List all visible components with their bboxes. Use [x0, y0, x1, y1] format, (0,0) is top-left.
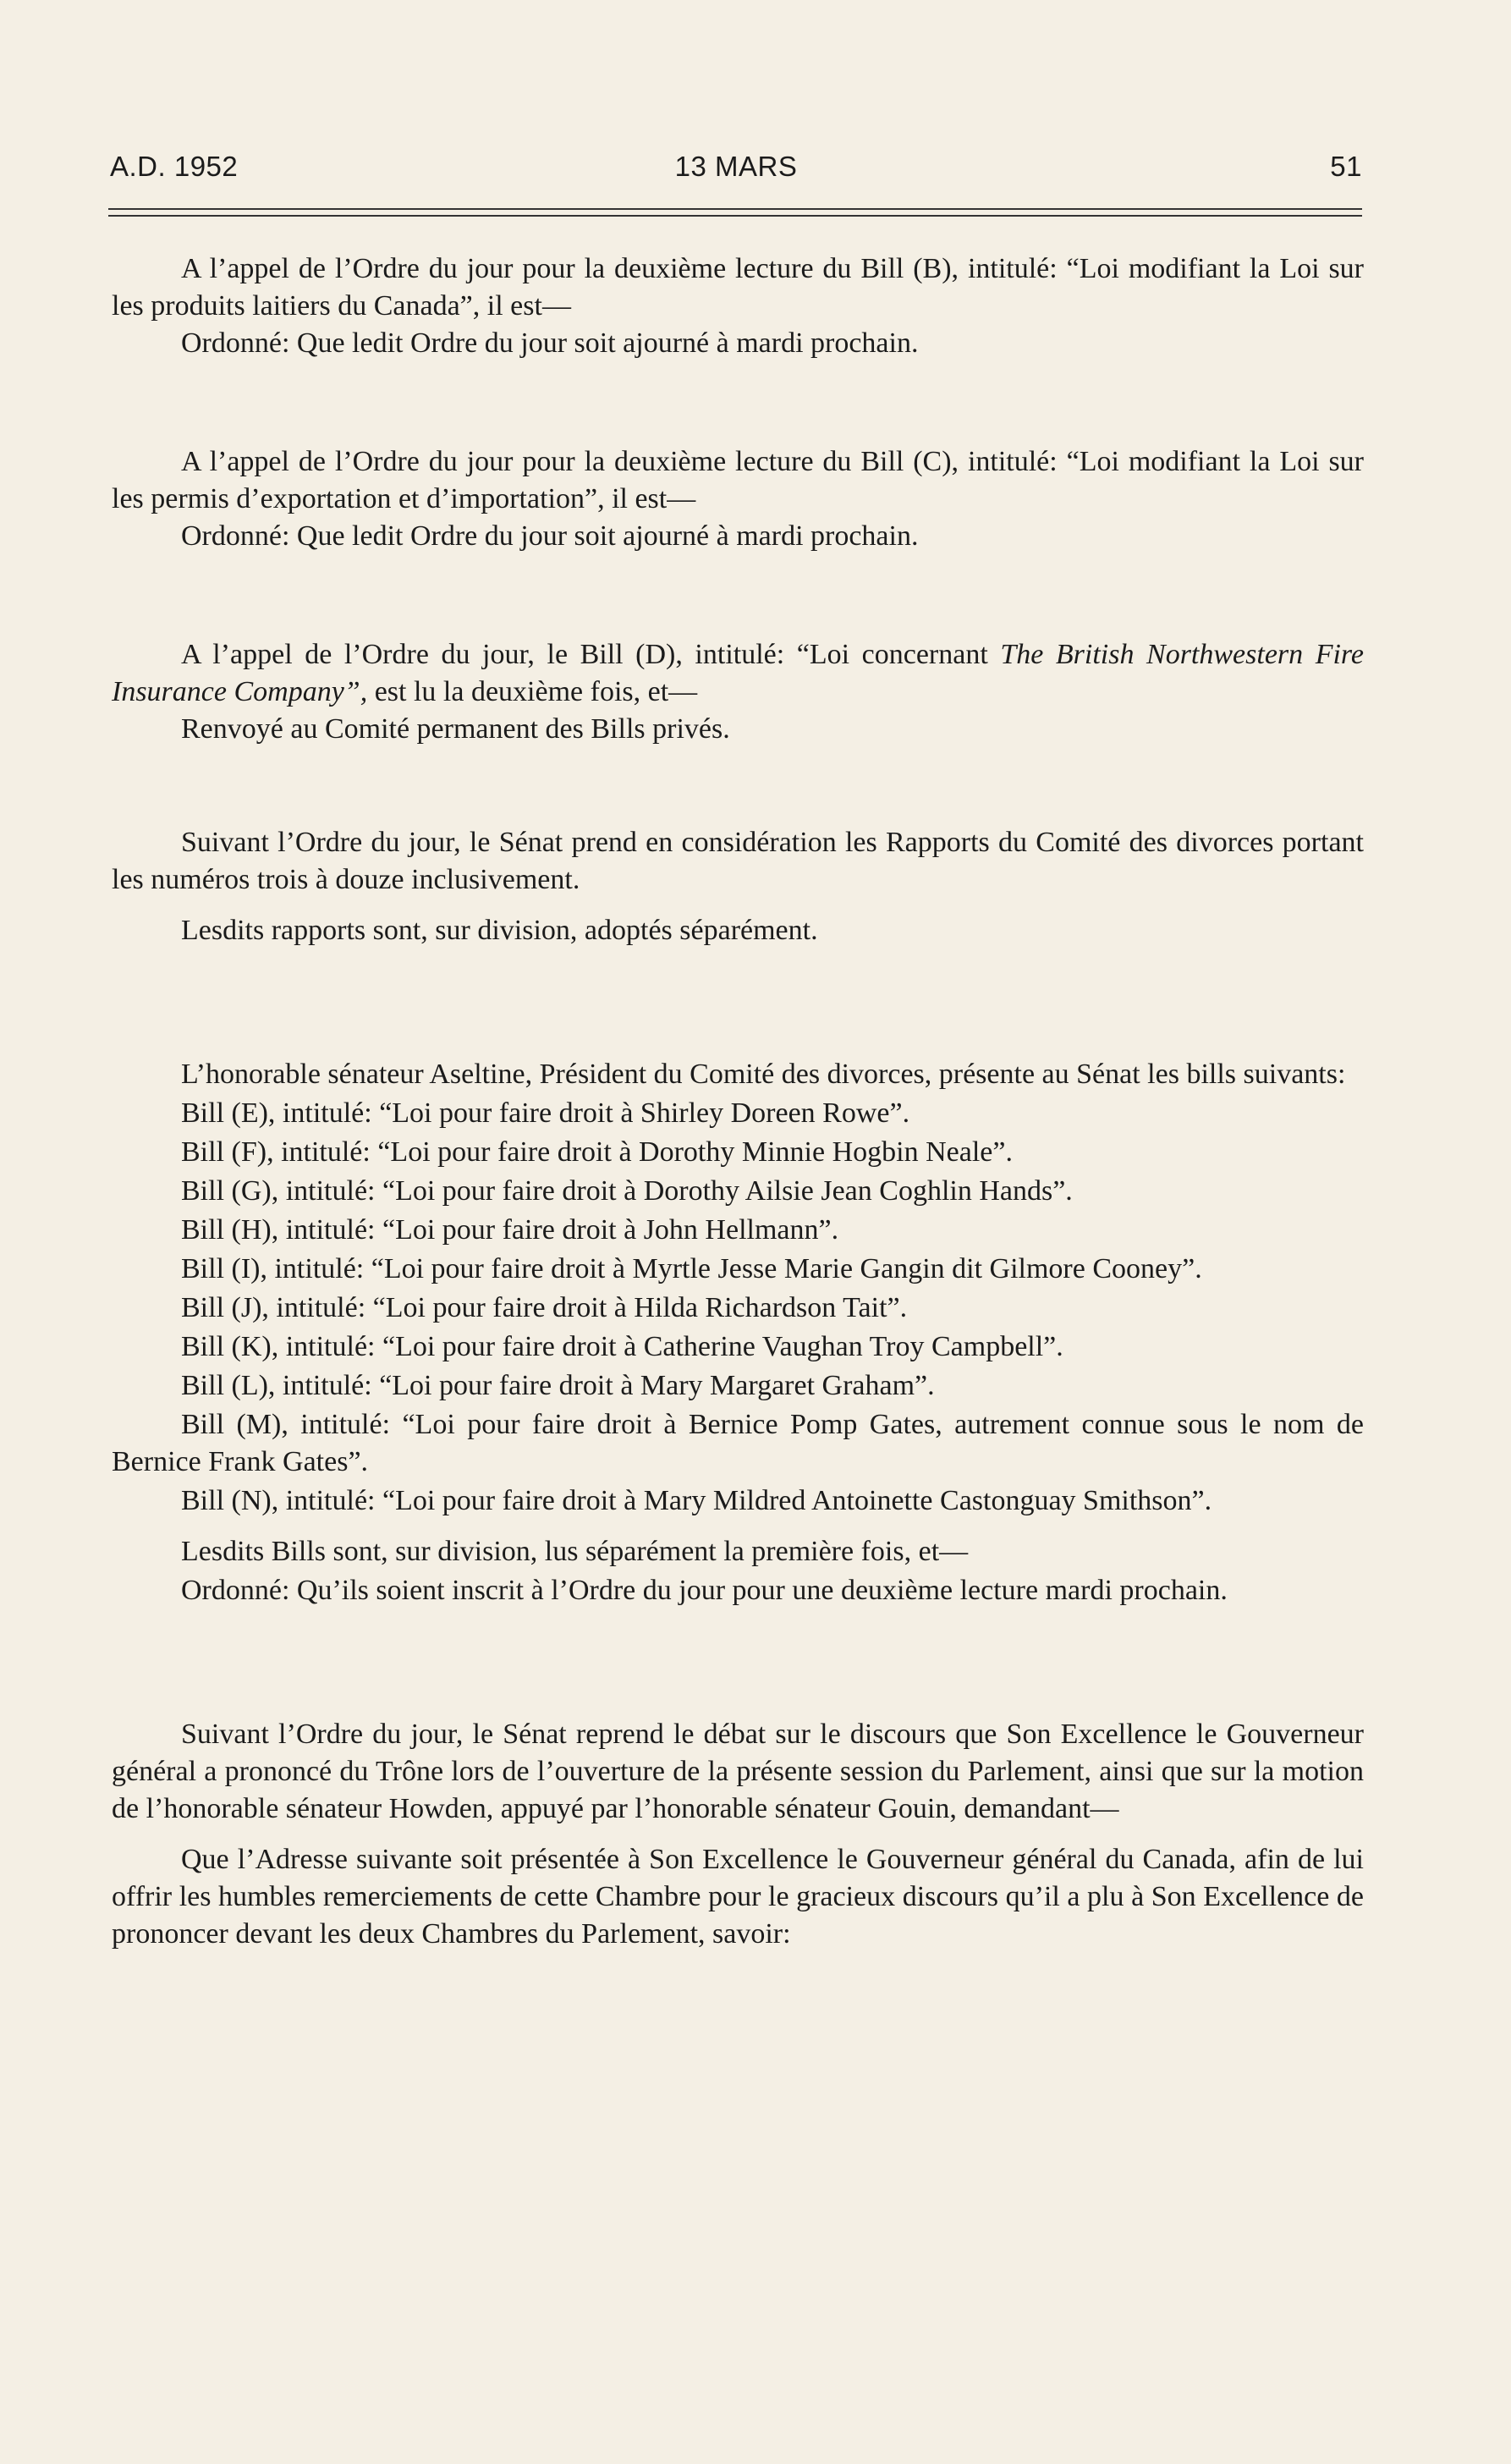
- paragraph: L’honorable sénateur Aseltine, Président du Comité des divorces, présente au Sénat les bills suivants:: [181, 1059, 1346, 1090]
- bill-item: Bill (I), intitulé: “Loi pour faire droit à Myrtle Jesse Marie Gangin dit Gilmore Cooney”.: [181, 1253, 1202, 1284]
- paragraph: Renvoyé au Comité permanent des Bills privés.: [181, 713, 730, 745]
- paragraph: Ordonné: Que ledit Ordre du jour soit ajourné à mardi prochain.: [181, 327, 919, 359]
- paragraph: Lesdits rapports sont, sur division, adoptés séparément.: [181, 915, 818, 946]
- paragraph: Que l’Adresse suivante soit présentée à Son Excellence le Gouverneur général du Canada, afin de lui offrir les humbles remerciements de cette Chambre pour le gracieux discours qu’il a plu à Son Excellence de prononcer devant les deux Chambres du Parlement, savoir:: [112, 1844, 1364, 1950]
- section-bill-b: [112, 250, 1364, 362]
- section-bill-d: [112, 636, 1364, 748]
- header-date: 13 MARS: [674, 151, 798, 182]
- paragraph: Ordonné: Qu’ils soient inscrit à l’Ordre du jour pour une deuxième lecture mardi prochain.: [181, 1575, 1228, 1606]
- bill-item: Bill (L), intitulé: “Loi pour faire droit à Mary Margaret Graham”.: [181, 1370, 935, 1401]
- paragraph: Lesdits Bills sont, sur division, lus séparément la première fois, et—: [181, 1536, 969, 1567]
- bill-d-intro: A l’appel de l’Ordre du jour, le Bill (D), intitulé: “Loi concernant: [181, 639, 1001, 670]
- header-rule-top: [108, 208, 1362, 210]
- bill-item: Bill (M), intitulé: “Loi pour faire droit à Bernice Pomp Gates, autrement connue sous le nom de Bernice Frank Gates”.: [112, 1409, 1364, 1477]
- bill-item: Bill (F), intitulé: “Loi pour faire droit à Dorothy Minnie Hogbin Neale”.: [181, 1136, 1013, 1168]
- company-name: The British Northwestern Fire Insurance Company”,: [112, 639, 1364, 707]
- bill-item: Bill (J), intitulé: “Loi pour faire droit à Hilda Richardson Tait”.: [181, 1292, 908, 1323]
- bill-d-outro: est lu la deuxième fois, et—: [367, 676, 698, 707]
- bill-item: Bill (E), intitulé: “Loi pour faire droit à Shirley Doreen Rowe”.: [181, 1097, 910, 1129]
- page-header: [110, 151, 1362, 190]
- bill-item: Bill (H), intitulé: “Loi pour faire droit à John Hellmann”.: [181, 1214, 839, 1246]
- bill-item: Bill (N), intitulé: “Loi pour faire droit à Mary Mildred Antoinette Castonguay Smithson”.: [181, 1485, 1212, 1516]
- section-address-debate: [112, 1716, 1364, 1953]
- section-bills-presented: [112, 1056, 1364, 1609]
- paragraph: Suivant l’Ordre du jour, le Sénat prend en considération les Rapports du Comité des divorces portant les numéros trois à douze inclusivement.: [112, 827, 1364, 895]
- bill-item: Bill (K), intitulé: “Loi pour faire droit à Catherine Vaughan Troy Campbell”.: [181, 1331, 1063, 1362]
- bill-item: Bill (G), intitulé: “Loi pour faire droit à Dorothy Ailsie Jean Coghlin Hands”.: [181, 1175, 1073, 1207]
- section-bill-c: [112, 443, 1364, 555]
- header-rule-bottom: [108, 215, 1362, 217]
- header-year: A.D. 1952: [110, 151, 239, 182]
- paragraph: [112, 636, 1364, 711]
- paragraph: A l’appel de l’Ordre du jour pour la deuxième lecture du Bill (B), intitulé: “Loi modifiant la Loi sur les produits laitiers du Canada”, il est—: [112, 253, 1364, 322]
- paragraph: A l’appel de l’Ordre du jour pour la deuxième lecture du Bill (C), intitulé: “Loi modifiant la Loi sur les permis d’exportation et d’importation”, il est—: [112, 446, 1364, 514]
- page-number: 51: [1330, 151, 1362, 182]
- page-body: [112, 250, 1364, 1953]
- paragraph: Ordonné: Que ledit Ordre du jour soit ajourné à mardi prochain.: [181, 520, 919, 552]
- paragraph: Suivant l’Ordre du jour, le Sénat reprend le débat sur le discours que Son Excellence le Gouverneur général a prononcé du Trône lors de l’ouverture de la présente session du Parlement, ainsi que sur la motion de l’honorable sénateur Howden, appuyé par l’honorable sénateur Gouin, demandant—: [112, 1719, 1364, 1824]
- section-divorce-reports: [112, 824, 1364, 949]
